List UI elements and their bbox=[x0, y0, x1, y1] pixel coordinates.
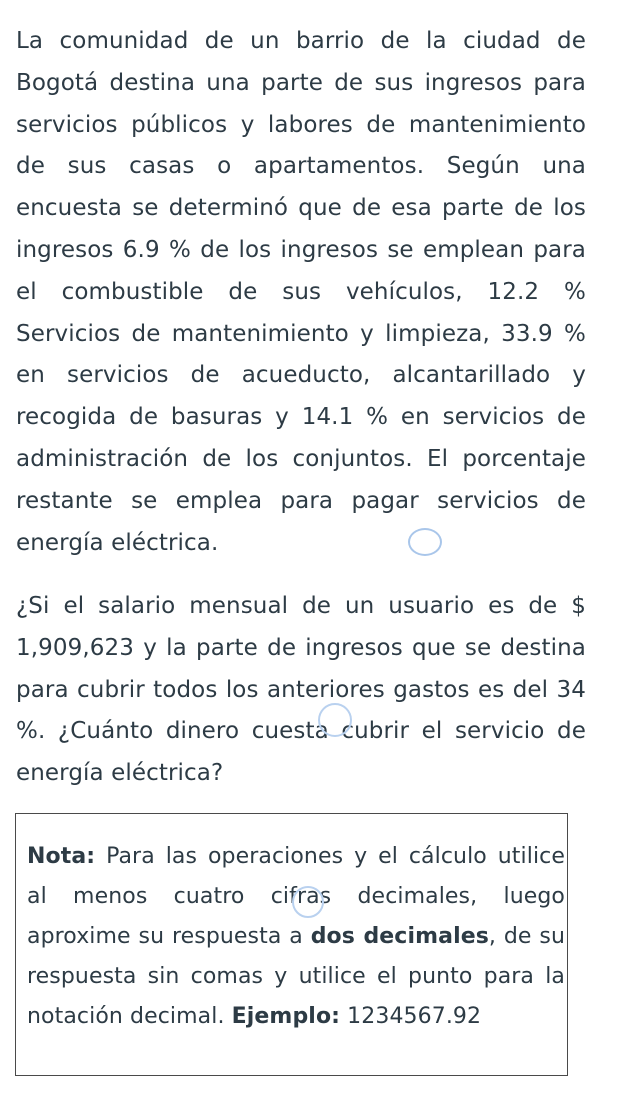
highlight-circle-icon bbox=[318, 703, 352, 737]
example-value: 1234567.92 bbox=[340, 1004, 482, 1029]
note-box bbox=[15, 813, 568, 1076]
highlight-circle-icon bbox=[292, 886, 324, 918]
example-label: Ejemplo: bbox=[231, 1004, 341, 1029]
note-text-part-1: Para las operaciones y el cálculo utilice al menos cuatro cifras decimales, luego aproxime su respuesta a bbox=[27, 844, 565, 949]
note-emphasis: dos decimales bbox=[310, 924, 489, 949]
note-text bbox=[27, 837, 565, 1037]
problem-statement: La comunidad de un barrio de la ciudad de Bogotá destina una parte de sus ingresos para servicios públicos y labores de mantenimiento de sus casas o apartamentos. Según una encuesta se determinó que de esa parte de los ingresos 6.9 % de los ingresos se emplean para el combustible de sus vehículos, 12.2 % Servicios de mantenimiento y limpieza, 33.9 % en servicios de acueducto, alcantarillado y recogida de basuras y 14.1 % en servicios de administración de los conjuntos. El porcentaje restante se emplea para pagar servicios de energía eléctrica. bbox=[16, 28, 586, 556]
note-text-part-2: , de su respuesta sin comas y utilice el punto para la notación decimal. bbox=[27, 924, 565, 1029]
note-label: Nota: bbox=[27, 844, 96, 869]
problem-question: ¿Si el salario mensual de un usuario es de $ 1,909,623 y la parte de ingresos que se destina para cubrir todos los anteriores gastos es del 34 %. ¿Cuánto dinero cuesta cubrir el servicio de energía eléctrica? bbox=[16, 593, 586, 787]
answer-option-circle-icon[interactable] bbox=[408, 528, 442, 556]
